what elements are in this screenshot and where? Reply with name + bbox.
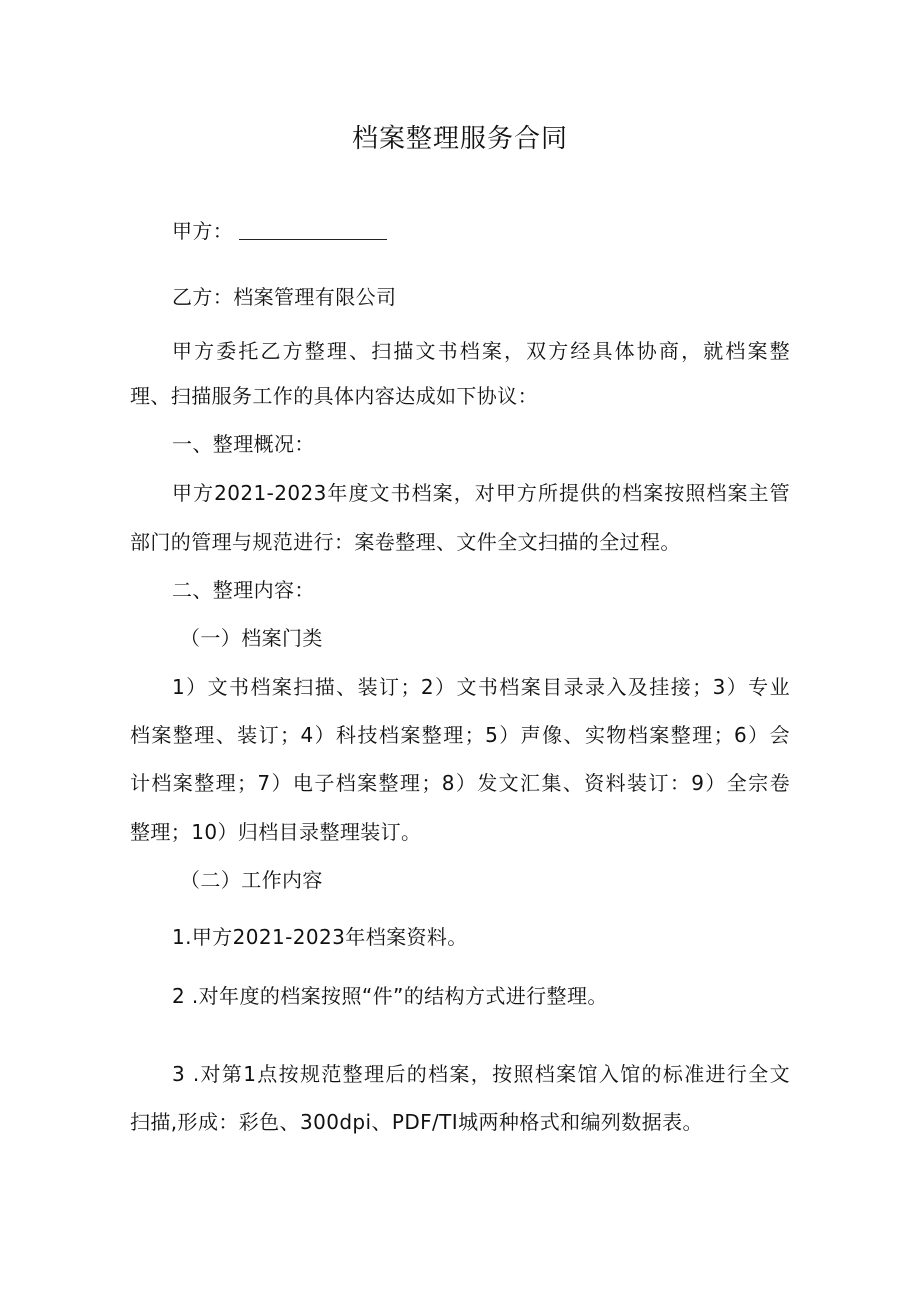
sub1-line-2: 档案整理、装订；4）科技档案整理；5）声像、实物档案整理；6）会	[130, 723, 790, 747]
intro-line-1: 甲方委托乙方整理、扫描文书档案，双方经具体协商，就档案整	[172, 339, 790, 363]
work-item-1: 1.甲方2021-2023年档案资料。	[172, 925, 468, 949]
sub1-line-1: 1）文书档案扫描、装订；2）文书档案目录录入及挂接；3）专业	[172, 675, 790, 699]
sub1-line-4: 整理；10）归档目录整理装订。	[130, 820, 422, 844]
section1-line-2: 部门的管理与规范进行：案卷整理、文件全文扫描的全过程。	[130, 530, 681, 554]
work-item-2: 2 .对年度的档案按照“件”的结构方式进行整理。	[172, 984, 608, 1008]
sub2-heading: （二）工作内容	[180, 868, 323, 892]
intro-line-2: 理、扫描服务工作的具体内容达成如下协议：	[130, 384, 538, 408]
sub1-heading: （一）档案门类	[180, 626, 323, 650]
section1-heading: 一、整理概况：	[172, 432, 315, 456]
document-title: 档案整理服务合同	[351, 124, 568, 154]
party-b-line: 乙方：档案管理有限公司	[172, 285, 397, 309]
work-item-3-line-2: 扫描,形成：彩色、300dpi、PDF/TI城两种格式和编列数据表。	[130, 1110, 703, 1134]
section1-line-1: 甲方2021-2023年度文书档案，对甲方所提供的档案按照档案主管	[172, 481, 790, 505]
section2-heading: 二、整理内容：	[172, 578, 315, 602]
party-a-line	[172, 207, 790, 255]
work-item-3-line-1: 3 .对第1点按规范整理后的档案，按照档案馆入馆的标准进行全文	[172, 1062, 790, 1086]
party-a-blank-field[interactable]	[239, 219, 387, 240]
sub1-line-3: 计档案整理；7）电子档案整理；8）发文汇集、资料装订：9）全宗卷	[130, 771, 790, 795]
party-a-label: 甲方：	[172, 219, 234, 243]
